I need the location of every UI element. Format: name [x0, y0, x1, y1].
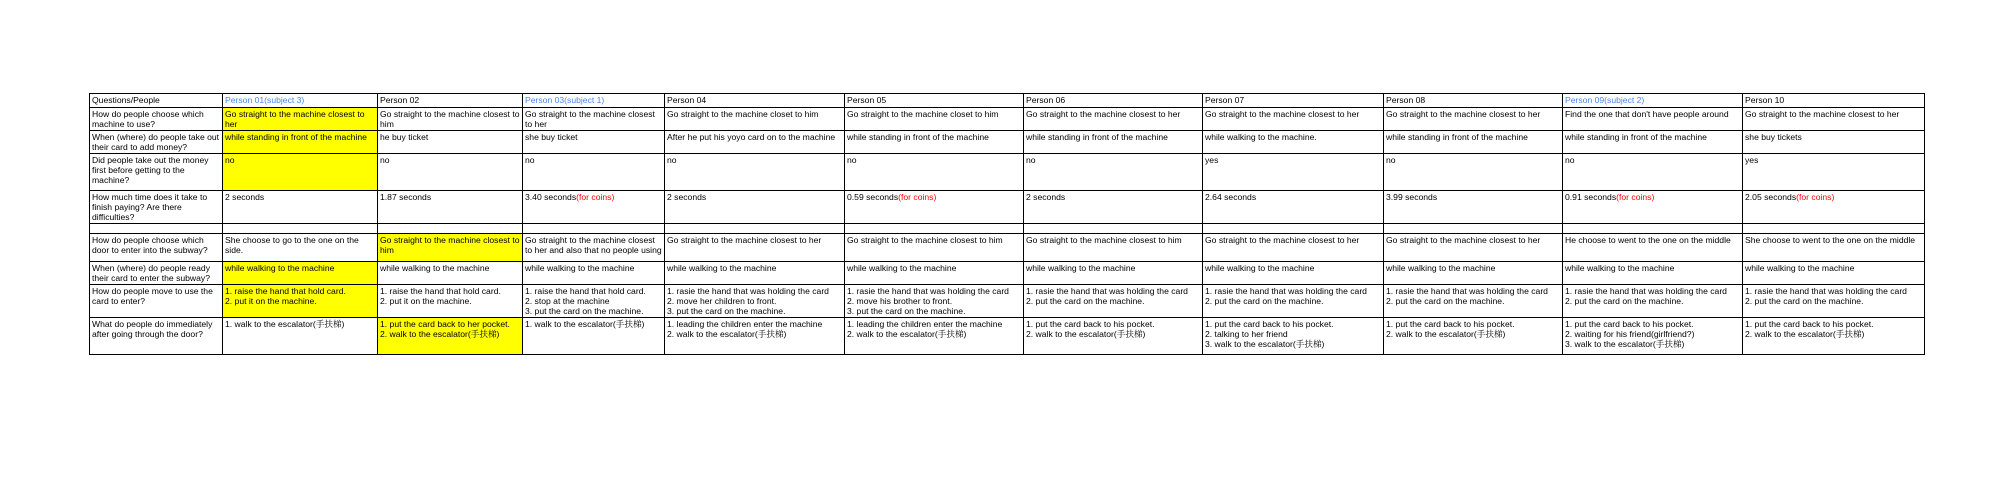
- answer-cell[interactable]: [523, 108, 665, 131]
- answer-line: 2. put the card on the machine.: [1745, 296, 1864, 306]
- answer-line: 1.87 seconds: [380, 192, 432, 202]
- answer-line: 1. leading the children enter the machine: [667, 319, 823, 329]
- question-row: [90, 154, 1925, 191]
- answer-cell[interactable]: [1743, 234, 1925, 262]
- answer-cell[interactable]: [1203, 285, 1384, 318]
- answer-cell[interactable]: [523, 234, 665, 262]
- answer-line: 1. raise the hand that hold card.: [525, 286, 646, 296]
- answer-line: while walking to the machine: [667, 263, 777, 273]
- answer-line: no: [1386, 155, 1396, 165]
- answer-line: Go straight to the machine closest to her: [1745, 109, 1900, 119]
- answer-line: 1. put the card back to his pocket.: [1745, 319, 1874, 329]
- answer-cell[interactable]: [1384, 285, 1563, 318]
- answer-line: 3.99 seconds: [1386, 192, 1438, 202]
- header-label-cell[interactable]: Questions/People: [90, 94, 223, 108]
- answer-line: 1. rasie the hand that was holding the card: [1565, 286, 1727, 296]
- question-row: [90, 234, 1925, 262]
- answer-line: 3. walk to the escalator(手扶梯): [1205, 339, 1325, 349]
- answer-line: 2. put the card on the machine.: [1205, 296, 1324, 306]
- answer-cell[interactable]: [845, 191, 1024, 224]
- answer-cell[interactable]: [1024, 262, 1203, 285]
- answer-cell[interactable]: [378, 131, 523, 154]
- answer-cell[interactable]: [665, 131, 845, 154]
- answer-line: while standing in front of the machine: [1386, 132, 1528, 142]
- answer-line: 2. walk to the escalator(手扶梯): [1745, 329, 1865, 339]
- answer-line: He choose to went to the one on the middle: [1565, 235, 1731, 245]
- answer-cell[interactable]: [1203, 154, 1384, 191]
- answer-cell[interactable]: [1024, 108, 1203, 131]
- answer-cell[interactable]: [1743, 285, 1925, 318]
- answer-cell[interactable]: [1203, 191, 1384, 224]
- answer-cell[interactable]: [665, 318, 845, 355]
- answer-line: Go straight to the machine closest to her: [667, 235, 822, 245]
- person-header-cell[interactable]: Person 10: [1743, 94, 1925, 108]
- answer-line: Go straight to the machine closet to him: [667, 109, 819, 119]
- answer-cell[interactable]: [1563, 154, 1743, 191]
- answer-cell[interactable]: [1563, 131, 1743, 154]
- answer-cell[interactable]: [1384, 234, 1563, 262]
- answer-cell[interactable]: [1743, 108, 1925, 131]
- question-cell[interactable]: Did people take out the money first before getting to the machine?: [90, 154, 223, 191]
- answer-line: Go straight to the machine closest to her: [1205, 109, 1360, 119]
- answer-line: 3.40 seconds: [525, 192, 577, 202]
- answer-cell[interactable]: [523, 224, 665, 234]
- answer-cell[interactable]: [378, 262, 523, 285]
- answer-cell[interactable]: [378, 154, 523, 191]
- answer-line: 1. put the card back to his pocket.: [1386, 319, 1515, 329]
- answer-cell[interactable]: [845, 318, 1024, 355]
- answer-cell[interactable]: [1743, 318, 1925, 355]
- question-cell[interactable]: How do people choose which door to enter into the subway?: [90, 234, 223, 262]
- answer-cell[interactable]: [1203, 318, 1384, 355]
- answer-line: 1. rasie the hand that was holding the card: [1745, 286, 1907, 296]
- question-row: [90, 262, 1925, 285]
- answer-line: Go straight to the machine closest to her: [1205, 235, 1360, 245]
- answer-cell[interactable]: [223, 262, 378, 285]
- answer-cell[interactable]: [1563, 191, 1743, 224]
- answer-line: 2 seconds: [225, 192, 265, 202]
- answer-line: no: [225, 155, 235, 165]
- answer-line: She choose to went to the one on the middle: [1745, 235, 1916, 245]
- answer-line: 2. put the card on the machine.: [1386, 296, 1505, 306]
- answer-line: 2 seconds: [667, 192, 707, 202]
- answer-line: Go straight to the machine closet to him: [847, 109, 999, 119]
- answer-line: 2. move her children to front.: [667, 296, 777, 306]
- answer-cell[interactable]: [223, 285, 378, 318]
- spacer-row: [90, 224, 1925, 234]
- answer-line: 1. walk to the escalator(手扶梯): [525, 319, 645, 329]
- answer-line: 2 seconds: [1026, 192, 1066, 202]
- answer-line: 0.59 seconds: [847, 192, 899, 202]
- answer-cell[interactable]: [523, 154, 665, 191]
- answer-cell[interactable]: [523, 318, 665, 355]
- answer-cell[interactable]: [223, 318, 378, 355]
- answer-cell[interactable]: [665, 234, 845, 262]
- answer-cell[interactable]: [665, 262, 845, 285]
- answer-cell[interactable]: [1743, 191, 1925, 224]
- answer-cell[interactable]: [523, 262, 665, 285]
- answer-line: 1. put the card back to his pocket.: [1026, 319, 1155, 329]
- answer-cell[interactable]: [223, 224, 378, 234]
- answer-line: 1. rasie the hand that was holding the card: [1026, 286, 1188, 296]
- answer-cell[interactable]: [845, 108, 1024, 131]
- answer-line: while walking to the machine: [380, 263, 490, 273]
- answer-cell[interactable]: [378, 285, 523, 318]
- answer-cell[interactable]: [665, 224, 845, 234]
- answer-line: 1. put the card back to her pocket.: [380, 319, 510, 329]
- answer-cell[interactable]: [1743, 154, 1925, 191]
- answer-line: no: [525, 155, 535, 165]
- answer-line: while walking to the machine: [1026, 263, 1136, 273]
- answer-cell[interactable]: [845, 154, 1024, 191]
- answer-cell[interactable]: [378, 318, 523, 355]
- answer-line: while walking to the machine.: [1205, 132, 1317, 142]
- answer-cell[interactable]: [1024, 318, 1203, 355]
- answer-line: Go straight to the machine closest to him: [380, 235, 520, 255]
- answer-line: 1. rasie the hand that was holding the card: [1205, 286, 1367, 296]
- answer-line: 1. raise the hand that hold card.: [225, 286, 346, 296]
- answer-cell[interactable]: [1024, 224, 1203, 234]
- answer-line: he buy ticket: [380, 132, 429, 142]
- answer-line: Find the one that don't have people around: [1565, 109, 1729, 119]
- answer-cell[interactable]: [223, 234, 378, 262]
- answer-line: 2. walk to the escalator(手扶梯): [1026, 329, 1146, 339]
- answer-line: 2. put the card on the machine.: [1565, 296, 1684, 306]
- answer-line: Go straight to the machine closest to her and also that no people using: [525, 235, 662, 255]
- answer-cell[interactable]: [523, 131, 665, 154]
- question-row: [90, 318, 1925, 355]
- answer-cell[interactable]: [665, 191, 845, 224]
- answer-cell[interactable]: [1203, 224, 1384, 234]
- answer-line: 2. move his brother to front.: [847, 296, 953, 306]
- answer-cell[interactable]: [1024, 234, 1203, 262]
- answer-cell[interactable]: [378, 224, 523, 234]
- answer-line: 1. rasie the hand that was holding the card: [667, 286, 829, 296]
- coin-note: (for coins): [1616, 192, 1655, 202]
- answer-cell[interactable]: [1024, 191, 1203, 224]
- answer-line: 1. walk to the escalator(手扶梯): [225, 319, 345, 329]
- answer-line: 2.05 seconds: [1745, 192, 1797, 202]
- answer-cell[interactable]: [1384, 131, 1563, 154]
- question-cell[interactable]: When (where) do people ready their card to enter the subway?: [90, 262, 223, 285]
- answer-line: 1. rasie the hand that was holding the card: [847, 286, 1009, 296]
- answer-line: She choose to go to the one on the side.: [225, 235, 359, 255]
- person-header-cell[interactable]: Person 03(subject 1): [523, 94, 665, 108]
- answer-cell[interactable]: [845, 224, 1024, 234]
- answer-line: yes: [1745, 155, 1759, 165]
- answer-line: while walking to the machine: [1386, 263, 1496, 273]
- answer-cell[interactable]: [523, 191, 665, 224]
- answer-line: 1. raise the hand that hold card.: [380, 286, 501, 296]
- answer-line: while walking to the machine: [225, 263, 335, 273]
- answer-line: while walking to the machine: [525, 263, 635, 273]
- answer-cell[interactable]: [1743, 131, 1925, 154]
- answer-line: Go straight to the machine closest to her: [525, 109, 655, 129]
- answer-line: 3. walk to the escalator(手扶梯): [1565, 339, 1685, 349]
- answer-cell[interactable]: [1743, 224, 1925, 234]
- answer-line: while walking to the machine: [1745, 263, 1855, 273]
- answer-line: 2. waiting for his friend(girlfriend?): [1565, 329, 1695, 339]
- question-cell[interactable]: How do people move to use the card to enter?: [90, 285, 223, 318]
- answer-line: Go straight to the machine closest to him: [847, 235, 1003, 245]
- question-row: [90, 285, 1925, 318]
- answer-line: she buy ticket: [525, 132, 578, 142]
- person-header-cell[interactable]: Person 05: [845, 94, 1024, 108]
- answer-cell[interactable]: [845, 262, 1024, 285]
- answer-cell[interactable]: [223, 154, 378, 191]
- answer-line: 2. talking to her friend: [1205, 329, 1288, 339]
- answer-line: 2.64 seconds: [1205, 192, 1257, 202]
- answer-line: yes: [1205, 155, 1219, 165]
- answer-cell[interactable]: [1563, 234, 1743, 262]
- person-header-cell[interactable]: Person 01(subject 3): [223, 94, 378, 108]
- answer-line: Go straight to the machine closest to her: [1026, 109, 1181, 119]
- answer-cell[interactable]: [665, 108, 845, 131]
- answer-line: Go straight to the machine closest to him: [380, 109, 520, 129]
- answer-cell[interactable]: [1563, 262, 1743, 285]
- answer-cell[interactable]: [523, 285, 665, 318]
- answer-cell[interactable]: [1384, 191, 1563, 224]
- answer-cell[interactable]: [665, 285, 845, 318]
- answer-line: she buy tickets: [1745, 132, 1802, 142]
- answer-line: 2. put it on the machine.: [380, 296, 472, 306]
- answer-line: while walking to the machine: [1565, 263, 1675, 273]
- answer-cell[interactable]: [1203, 234, 1384, 262]
- answer-cell[interactable]: [1024, 285, 1203, 318]
- answer-line: 2. walk to the escalator(手扶梯): [380, 329, 500, 339]
- answer-line: no: [667, 155, 677, 165]
- coin-note: (for coins): [898, 192, 937, 202]
- answer-line: 2. put the card on the machine.: [1026, 296, 1145, 306]
- answer-line: while walking to the machine: [1205, 263, 1315, 273]
- answer-line: Go straight to the machine closest to him: [1026, 235, 1182, 245]
- header-row: [90, 94, 1925, 108]
- answer-cell[interactable]: [223, 108, 378, 131]
- answer-cell[interactable]: [223, 131, 378, 154]
- answer-line: 1. leading the children enter the machine: [847, 319, 1003, 329]
- answer-cell[interactable]: [1743, 262, 1925, 285]
- question-cell[interactable]: How do people choose which machine to use?: [90, 108, 223, 131]
- answer-cell[interactable]: [1563, 285, 1743, 318]
- answer-cell[interactable]: [378, 234, 523, 262]
- question-cell[interactable]: How much time does it take to finish paying? Are there difficulties?: [90, 191, 223, 224]
- answer-cell[interactable]: [378, 108, 523, 131]
- answer-cell[interactable]: [845, 234, 1024, 262]
- answer-line: while standing in front of the machine: [847, 132, 989, 142]
- answer-cell[interactable]: [378, 191, 523, 224]
- answer-line: Go straight to the machine closest to her: [1386, 235, 1541, 245]
- answer-cell[interactable]: [845, 285, 1024, 318]
- answer-line: while standing in front of the machine: [225, 132, 367, 142]
- answer-line: 0.91 seconds: [1565, 192, 1617, 202]
- answer-cell[interactable]: [1203, 108, 1384, 131]
- answer-cell[interactable]: [1563, 108, 1743, 131]
- answer-line: no: [380, 155, 390, 165]
- answer-cell[interactable]: [1203, 262, 1384, 285]
- answer-line: Go straight to the machine closest to her: [1386, 109, 1541, 119]
- answer-cell[interactable]: [1203, 131, 1384, 154]
- question-cell[interactable]: [90, 224, 223, 234]
- answer-cell[interactable]: [1024, 154, 1203, 191]
- answer-line: 2. walk to the escalator(手扶梯): [667, 329, 787, 339]
- answer-cell[interactable]: [845, 131, 1024, 154]
- question-row: [90, 131, 1925, 154]
- answer-cell[interactable]: [1384, 262, 1563, 285]
- answer-line: 2. stop at the machine: [525, 296, 610, 306]
- answer-line: 3. put the card on the machine.: [525, 306, 644, 316]
- answer-cell[interactable]: [1384, 154, 1563, 191]
- answer-line: 3. put the card on the machine.: [667, 306, 786, 316]
- answer-line: 2. put it on the machine.: [225, 296, 317, 306]
- answer-cell[interactable]: [665, 154, 845, 191]
- question-cell[interactable]: When (where) do people take out their card to add money?: [90, 131, 223, 154]
- answer-cell[interactable]: [223, 191, 378, 224]
- answer-line: 1. rasie the hand that was holding the card: [1386, 286, 1548, 296]
- person-header-cell[interactable]: Person 04: [665, 94, 845, 108]
- answer-line: After he put his yoyo card on to the machine: [667, 132, 836, 142]
- observation-table: [89, 93, 1925, 355]
- answer-cell[interactable]: [1563, 224, 1743, 234]
- answer-line: no: [1026, 155, 1036, 165]
- answer-cell[interactable]: [1384, 108, 1563, 131]
- answer-cell[interactable]: [1384, 318, 1563, 355]
- answer-cell[interactable]: [1024, 131, 1203, 154]
- answer-cell[interactable]: [1563, 318, 1743, 355]
- answer-line: 2. walk to the escalator(手扶梯): [847, 329, 967, 339]
- person-header-cell[interactable]: Person 06: [1024, 94, 1203, 108]
- answer-line: while walking to the machine: [847, 263, 957, 273]
- answer-line: while standing in front of the machine: [1026, 132, 1168, 142]
- question-cell[interactable]: What do people do immediately after going through the door?: [90, 318, 223, 355]
- answer-line: 3. put the card on the machine.: [847, 306, 966, 316]
- question-row: [90, 191, 1925, 224]
- question-row: [90, 108, 1925, 131]
- person-header-cell[interactable]: Person 02: [378, 94, 523, 108]
- coin-note: (for coins): [1796, 192, 1835, 202]
- answer-line: 2. walk to the escalator(手扶梯): [1386, 329, 1506, 339]
- person-header-cell[interactable]: Person 09(subject 2): [1563, 94, 1743, 108]
- answer-line: while standing in front of the machine: [1565, 132, 1707, 142]
- answer-cell[interactable]: [1384, 224, 1563, 234]
- answer-line: 1. put the card back to his pocket.: [1565, 319, 1694, 329]
- person-header-cell[interactable]: Person 07: [1203, 94, 1384, 108]
- answer-line: no: [1565, 155, 1575, 165]
- coin-note: (for coins): [576, 192, 615, 202]
- answer-line: Go straight to the machine closest to her: [225, 109, 365, 129]
- person-header-cell[interactable]: Person 08: [1384, 94, 1563, 108]
- answer-line: no: [847, 155, 857, 165]
- answer-line: 1. put the card back to his pocket.: [1205, 319, 1334, 329]
